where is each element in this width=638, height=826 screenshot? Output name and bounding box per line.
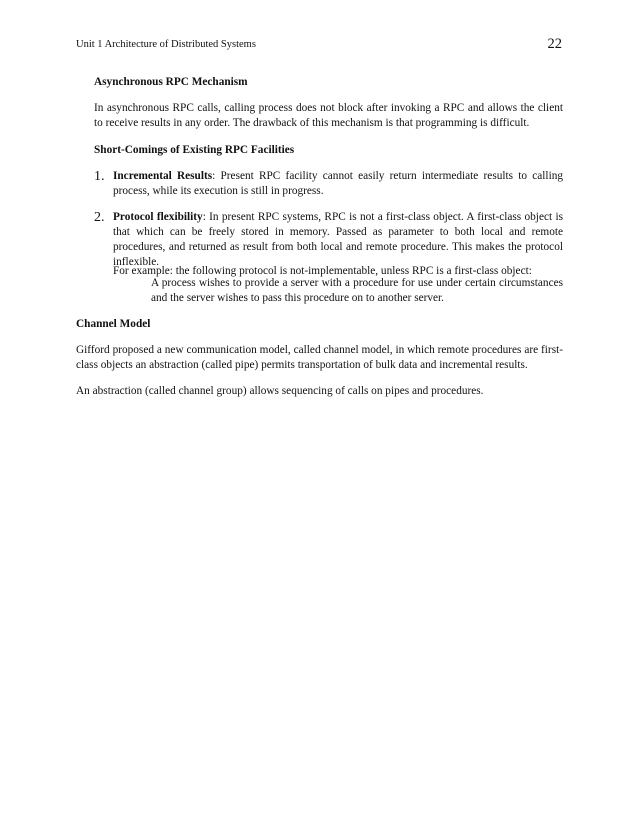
page-number: 22 bbox=[547, 36, 562, 52]
example-intro: For example: the following protocol is not-implementable, unless RPC is a first-class object: bbox=[113, 265, 532, 277]
item-2-body: : In present RPC systems, RPC is not a first-class object. A first-class object is that which can be freely stored in memory. Passed as parameter to both local and remote procedures, and returned as result from both local and remote procedure. This makes the protocol inflexible. bbox=[113, 211, 563, 268]
item-1-text bbox=[113, 169, 563, 199]
item-2-text bbox=[113, 210, 563, 270]
running-header: Unit 1 Architecture of Distributed Systems bbox=[76, 39, 256, 50]
item-2-number: 2. bbox=[94, 210, 105, 225]
item-1-number: 1. bbox=[94, 169, 105, 184]
shortcomings-heading: Short-Comings of Existing RPC Facilities bbox=[94, 144, 295, 156]
channel-paragraph-1: Gifford proposed a new communication model, called channel model, in which remote procedures are first-class objects an abstraction (called pipe) permits transportation of bulk data and incremental results. bbox=[76, 344, 563, 371]
async-paragraph: In asynchronous RPC calls, calling process does not block after invoking a RPC and allows the client to receive results in any order. The drawback of this mechanism is that programming is difficult. bbox=[94, 102, 563, 129]
channel-paragraph-2: An abstraction (called channel group) allows sequencing of calls on pipes and procedures. bbox=[76, 385, 484, 397]
channel-heading: Channel Model bbox=[76, 318, 151, 330]
async-heading: Asynchronous RPC Mechanism bbox=[94, 76, 248, 88]
item-1-body: : Present RPC facility cannot easily return intermediate results to calling process, while its execution is still in progress. bbox=[113, 170, 564, 197]
item-2-term: Protocol flexibility bbox=[113, 211, 203, 223]
item-1-term: Incremental Results bbox=[113, 170, 213, 182]
example-text: A process wishes to provide a server with a procedure for use under certain circumstances and the server wishes to pass this procedure on to another server. bbox=[151, 277, 563, 304]
